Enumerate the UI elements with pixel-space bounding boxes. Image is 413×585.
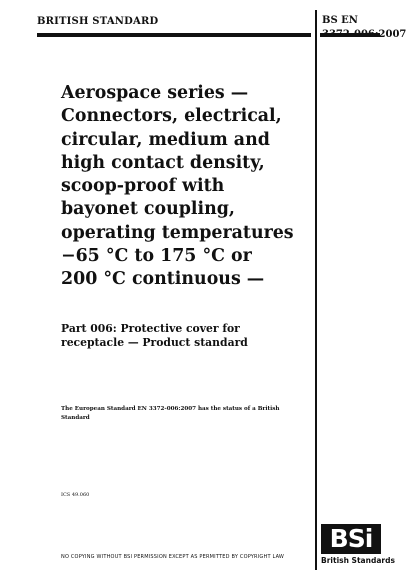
title-line: Connectors, electrical, [61,106,282,127]
title-line: circular, medium and [61,129,270,150]
header-rule-left [37,33,311,37]
copyright-notice: NO COPYING WITHOUT BSI PERMISSION EXCEPT AS PERMITTED BY COPYRIGHT LAW [61,554,285,560]
title-line: operating temperatures [61,222,294,243]
part-line: Part 006: Protective cover for [61,322,240,335]
bsi-logo [321,524,395,568]
bsi-logo-caption: British Standards [321,556,395,565]
title-line: −65 °C to 175 °C or [61,246,252,267]
bsi-logo-mark: BSi [329,524,373,553]
title-line: scoop-proof with [61,176,225,197]
standard-code [322,14,406,42]
part-subtitle [61,322,311,350]
standard-code-line2: 3372-006:2007 [322,29,407,40]
title-line: Aerospace series — [61,83,249,103]
title-line: high contact density, [61,152,265,173]
publisher-label: BRITISH STANDARD [37,16,159,27]
status-note: The European Standard EN 3372-006:2007 has the status of a British Standard [61,406,280,421]
title-line: bayonet coupling, [61,199,235,220]
part-line: receptacle — Product standard [61,336,248,349]
document-title [61,82,321,292]
standard-code-line1: BS EN [322,15,358,26]
ics-code: ICS 49.060 [61,492,90,498]
title-line: 200 °C continuous — [61,269,265,290]
